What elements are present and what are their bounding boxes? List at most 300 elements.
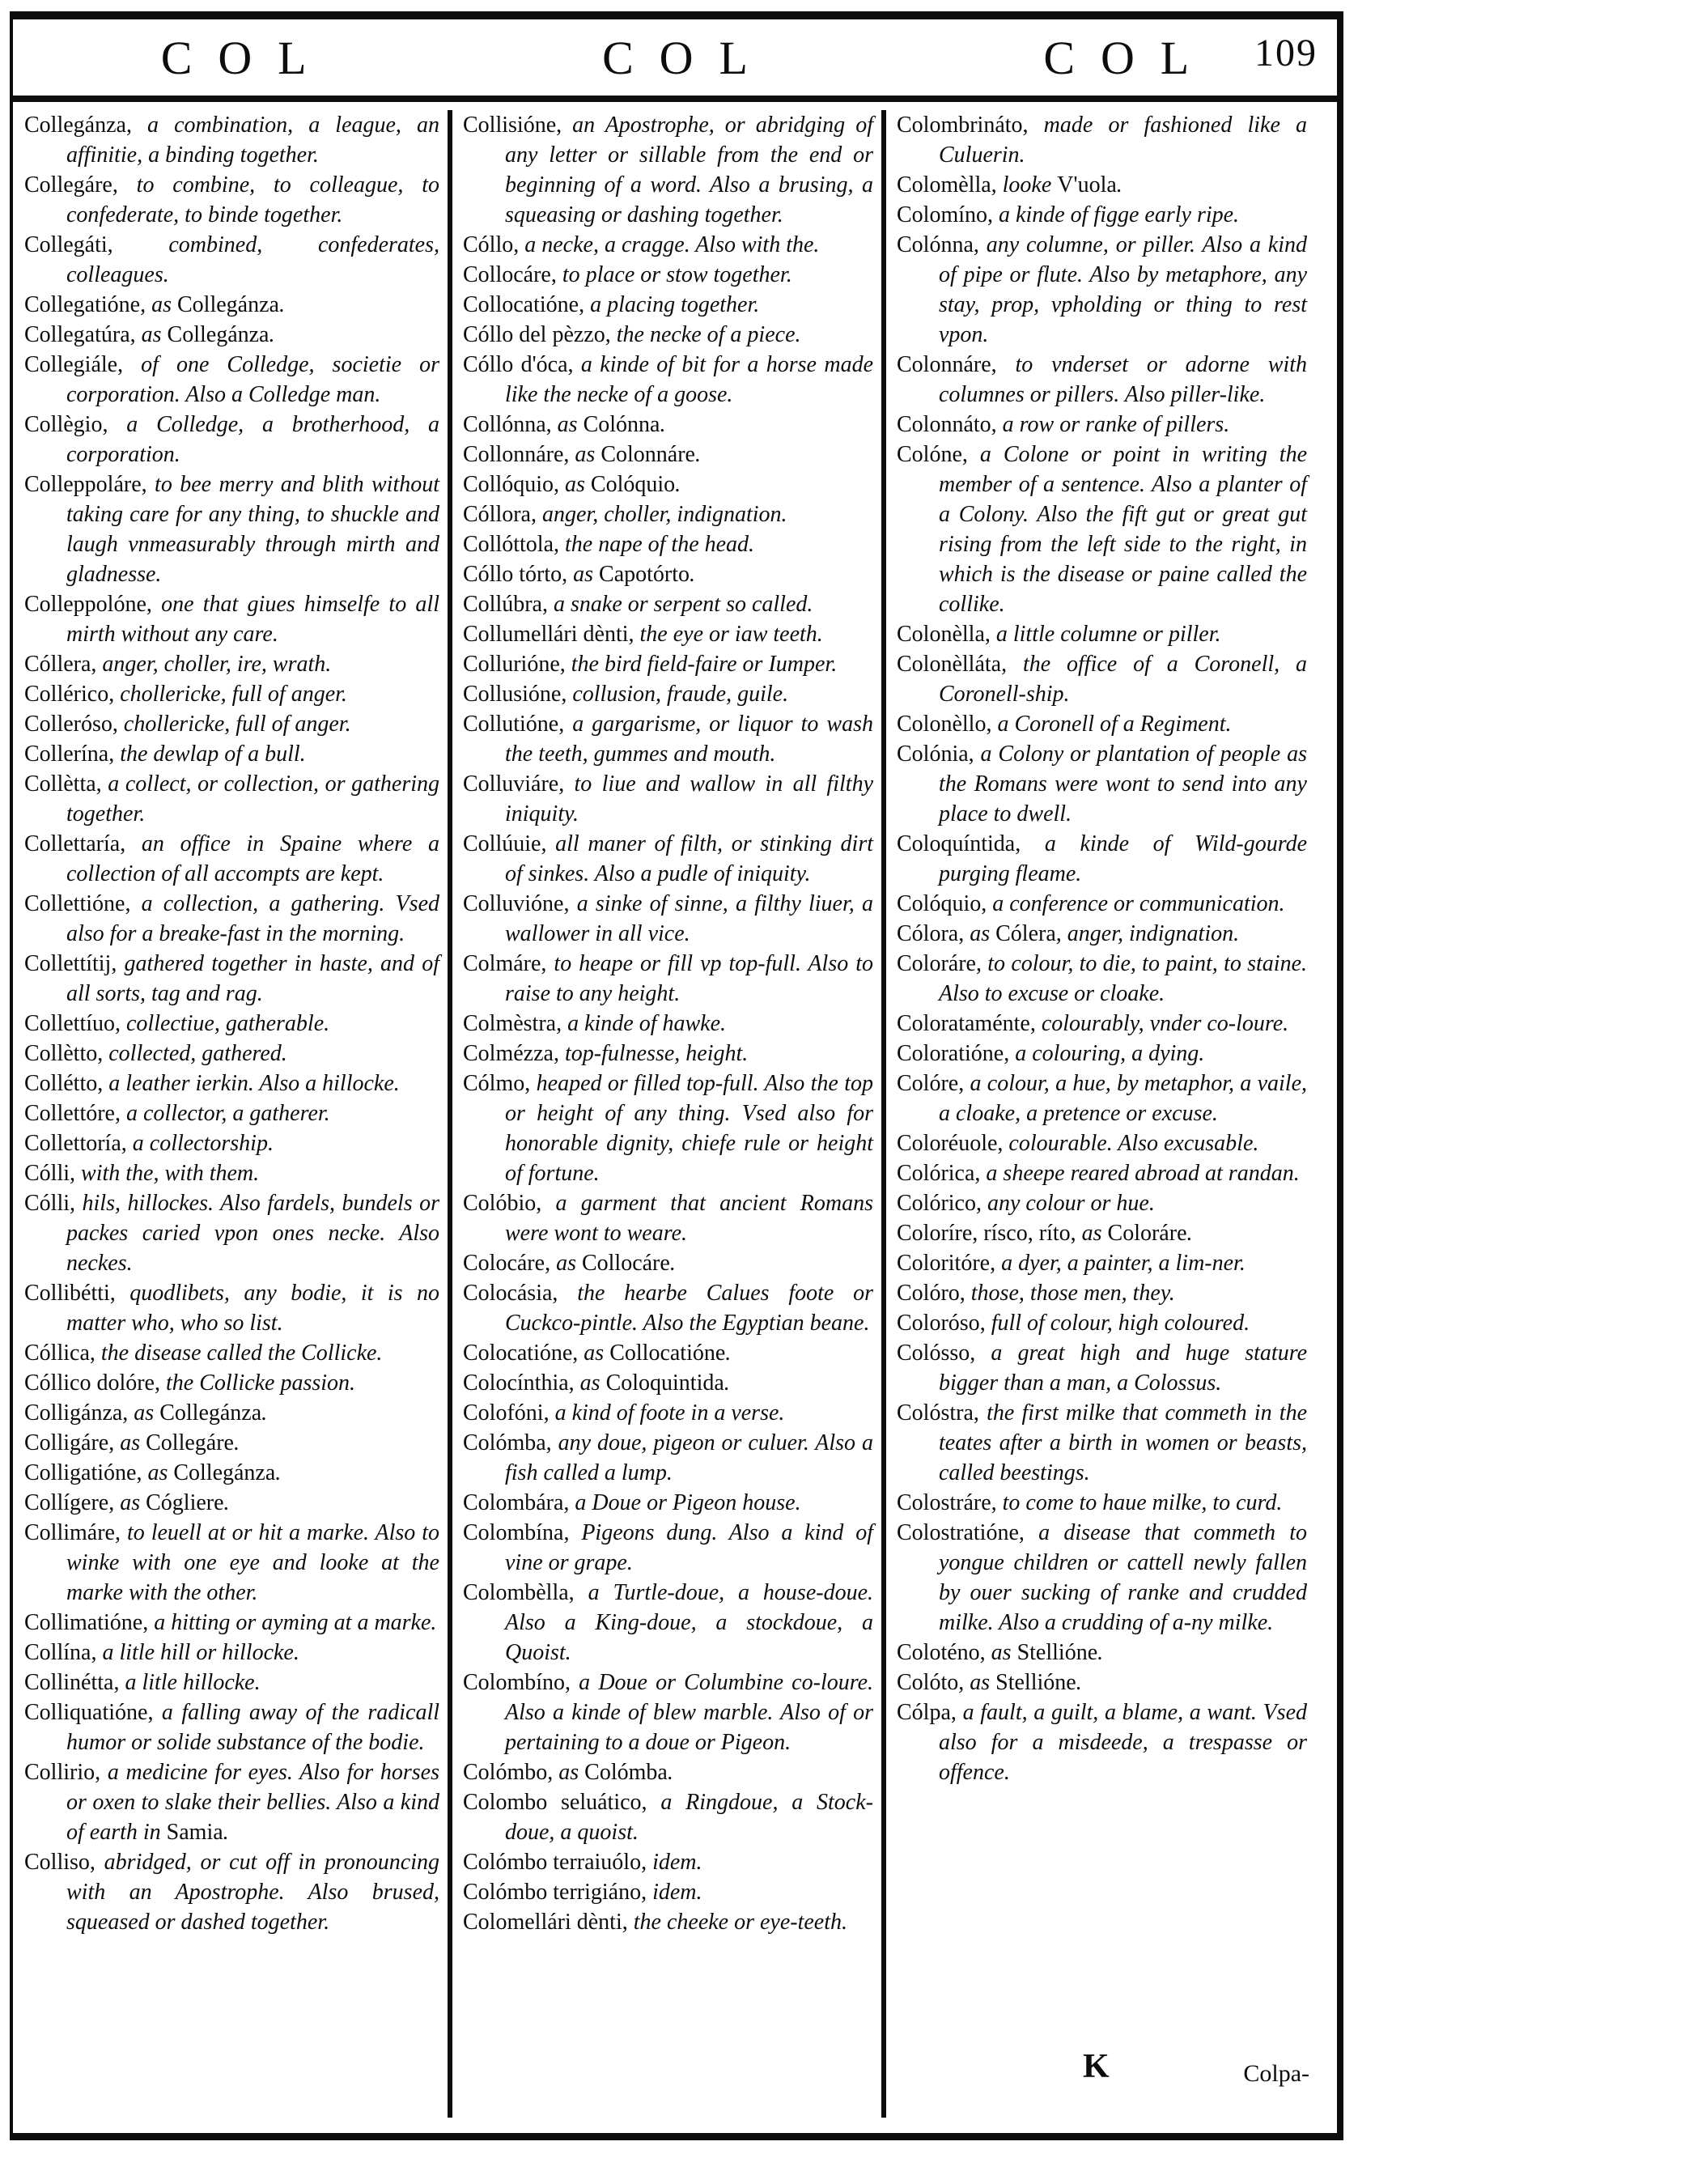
dictionary-entry: Collúbra, a snake or serpent so called. — [463, 592, 813, 617]
entry-headword: Cóllo d'óca — [463, 352, 568, 377]
entry-definition: a kinde of Wild-gourde purging fleame. — [939, 831, 1307, 886]
entry-definition: the dewlap of a bull. — [120, 741, 306, 767]
entry-definition: heaped or filled top-full. Also the top or height of any thing. Vsed also for honorable dignity, chiefe rule or height of fortune. — [505, 1071, 874, 1186]
dictionary-entry: Cóllo del pèzzo, the necke of a piece. — [463, 322, 801, 347]
entry-definition: a Doue or Columbine co-loure. Also a kinde of blew marble. Also of or pertaining to a doue or Pigeon. — [505, 1670, 874, 1755]
entry-definition: the eye or iaw teeth. — [639, 622, 823, 647]
entry-headword: Colligatióne — [24, 1460, 137, 1485]
dictionary-entry: Colomellári dènti, the cheeke or eye-teeth. — [463, 1910, 848, 1935]
entry-definition: the bird field-faire or Iumper. — [571, 652, 838, 677]
dictionary-entry: Collegiále, of one Colledge, societie or corporation. Also a Colledge man. — [24, 352, 439, 407]
running-title-1: COL — [160, 31, 333, 84]
signature-mark: K — [1083, 2048, 1110, 2085]
entry-headword: Colómbo — [463, 1760, 548, 1785]
dictionary-entry: Colliquatióne, a falling away of the radicall humor or solide substance of the bodie. — [24, 1700, 439, 1755]
entry-headword: Cólora — [897, 921, 959, 946]
dictionary-entry: Colóne, a Colone or point in writing the member of a sentence. Also a planter of a Colony. Also the fift gut or great gut rising from the left side to the right, in which is the disease or paine called the collike. — [897, 442, 1308, 617]
entry-definition: made or fashioned like a Culuerin. — [939, 113, 1308, 168]
dictionary-entry: Collètto, collected, gathered. — [24, 1041, 287, 1066]
entry-definition: anger, choller, ire, wrath. — [102, 652, 332, 677]
entry-headword: Cólli — [24, 1191, 70, 1216]
entry-definition: as Colómba. — [558, 1760, 673, 1785]
dictionary-entry: Colóto, as Stellióne. — [897, 1670, 1082, 1695]
dictionary-entry: Collonnáre, as Colonnáre. — [463, 442, 701, 467]
entry-headword: Cóllo tórto — [463, 562, 562, 587]
dictionary-entry: Colofóni, a kind of foote in a verse. — [463, 1400, 785, 1426]
entry-definition: combined, confederates, colleagues. — [66, 232, 440, 287]
catchword: Colpa- — [1243, 2060, 1309, 2087]
dictionary-entry: Collettaría, an office in Spaine where a collection of all accompts are kept. — [24, 831, 440, 886]
dictionary-entry: Colóquio, a conference or communication. — [897, 891, 1285, 916]
entry-definition: a disease that commeth to yongue children or cattell newly fallen by ouer sucking of ranke and crudded milke. Also a crudding of a-ny milke. — [939, 1520, 1308, 1635]
dictionary-entry: Collumellári dènti, the eye or iaw teeth. — [463, 622, 823, 647]
entry-definition: anger, choller, indignation. — [542, 502, 787, 527]
dictionary-entry: Collerína, the dewlap of a bull. — [24, 741, 306, 767]
entry-definition: to leuell at or hit a marke. Also to winke with one eye and looke at the marke with the other. — [66, 1520, 440, 1605]
dictionary-entry: Cóllica, the disease called the Collicke. — [24, 1341, 383, 1366]
entry-definition: a Colony or plantation of people as the Romans were wont to send into any place to dwell. — [939, 741, 1307, 826]
entry-headword: Colósso — [897, 1341, 970, 1366]
entry-headword: Cóllera — [24, 652, 91, 677]
entry-headword: Colórica — [897, 1161, 975, 1186]
entry-definition: a colour, a hue, by metaphor, a vaile, a cloake, a pretence or excuse. — [939, 1071, 1308, 1126]
entry-definition: idem. — [652, 1880, 702, 1905]
entry-headword: Coloratióne — [897, 1041, 1004, 1066]
dictionary-entry: Collocáre, to place or stow together. — [463, 262, 792, 287]
entry-definition: as Capotórto. — [573, 562, 696, 587]
entry-definition: a sinke of sinne, a filthy liuer, a wallower in all vice. — [505, 891, 873, 946]
dictionary-entry: Colomíno, a kinde of figge early ripe. — [897, 202, 1240, 227]
entry-definition: an Apostrophe, or abridging of any letter or sillable from the end or beginning of a word. Also a brusing, a squeasing or dashing together. — [505, 113, 873, 227]
entry-definition: to colour, to die, to paint, to staine. Also to excuse or cloake. — [939, 951, 1308, 1006]
entry-definition: the nape of the head. — [565, 532, 755, 557]
entry-headword: Coloritóre — [897, 1251, 991, 1276]
entry-definition: a kinde of bit for a horse made like the necke of a goose. — [505, 352, 873, 407]
entry-headword: Collocatióne — [463, 292, 579, 317]
dictionary-entry: Colmézza, top-fulnesse, height. — [463, 1041, 749, 1066]
entry-headword: Colóstra — [897, 1400, 974, 1426]
entry-definition: a snake or serpent so called. — [554, 592, 813, 617]
entry-definition: top-fulnesse, height. — [564, 1041, 749, 1066]
entry-definition: the cheeke or eye-teeth. — [633, 1910, 848, 1935]
entry-definition: a kinde of hawke. — [567, 1011, 727, 1036]
entry-headword: Collétto — [24, 1071, 98, 1096]
entry-headword: Collettítij — [24, 951, 112, 976]
entry-headword: Collètto — [24, 1041, 98, 1066]
entry-definition: the first milke that commeth in the teates after a birth in women or beasts, called beestings. — [939, 1400, 1308, 1485]
dictionary-entry: Collérico, chollericke, full of anger. — [24, 682, 347, 707]
entry-headword: Colluvióne — [463, 891, 564, 916]
dictionary-entry: Colonèlla, a little columne or piller. — [897, 622, 1221, 647]
dictionary-entry: Collína, a litle hill or hillocke. — [24, 1640, 299, 1665]
entry-headword: Coloréuole — [897, 1131, 998, 1156]
entry-headword: Colombína — [463, 1520, 564, 1545]
dictionary-entry: Coloratióne, a colouring, a dying. — [897, 1041, 1205, 1066]
entry-definition: as Stellióne. — [970, 1670, 1082, 1695]
column-2 — [448, 110, 881, 2118]
entry-definition: one that giues himselfe to all mirth without any care. — [66, 592, 439, 647]
entry-definition: to liue and wallow in all filthy iniquity. — [505, 771, 874, 826]
dictionary-entry: Colombo seluático, a Ringdoue, a Stock-doue, a quoist. — [463, 1790, 873, 1845]
entry-headword: Colleróso — [24, 712, 112, 737]
entry-headword: Collegiále — [24, 352, 118, 377]
entry-definition: a hitting or ayming at a marke. — [154, 1610, 437, 1635]
dictionary-entry: Collegánza, a combination, a league, an affinitie, a binding together. — [24, 113, 440, 168]
entry-definition: a conference or communication. — [992, 891, 1285, 916]
dictionary-entry: Colluvióne, a sinke of sinne, a filthy liuer, a wallower in all vice. — [463, 891, 873, 946]
dictionary-entry: Cólora, as Cólera, anger, indignation. — [897, 921, 1240, 946]
entry-headword: Collúbra — [463, 592, 542, 617]
entry-headword: Collerína — [24, 741, 109, 767]
entry-definition: a collection, a gathering. Vsed also for a breake-fast in the morning. — [66, 891, 439, 946]
entry-definition: as Collocáre. — [556, 1251, 676, 1276]
entry-headword: Colostráre — [897, 1490, 991, 1515]
entry-headword: Colonèlláta — [897, 652, 1002, 677]
entry-definition: a great high and huge stature bigger than a man, a Colossus. — [939, 1341, 1307, 1396]
entry-headword: Colonnáre — [897, 352, 991, 377]
dictionary-entry: Coloróso, full of colour, high coloured. — [897, 1311, 1250, 1336]
dictionary-entry: Colostráre, to come to haue milke, to curd. — [897, 1490, 1283, 1515]
entry-definition: looke V'uola. — [1002, 172, 1122, 198]
entry-definition: quodlibets, any bodie, it is no matter who, who so list. — [66, 1281, 440, 1336]
dictionary-entry: Colósso, a great high and huge stature bigger than a man, a Colossus. — [897, 1341, 1307, 1396]
dictionary-entry: Collóquio, as Colóquio. — [463, 472, 681, 497]
entry-headword: Collinétta — [24, 1670, 114, 1695]
entry-definition: to come to haue milke, to curd. — [1002, 1490, 1283, 1515]
dictionary-entry: Collettióne, a collection, a gathering. Vsed also for a breake-fast in the morning. — [24, 891, 439, 946]
entry-headword: Cóllo del pèzzo — [463, 322, 605, 347]
dictionary-entry: Colombína, Pigeons dung. Also a kind of vine or grape. — [463, 1520, 874, 1575]
entry-definition: the hearbe Calues foote or Cuckco-pintle. Also the Egyptian beane. — [505, 1281, 874, 1336]
dictionary-entry: Colligatióne, as Collegánza. — [24, 1460, 282, 1485]
entry-headword: Colómba — [463, 1430, 546, 1455]
entry-headword: Colónia — [897, 741, 969, 767]
entry-definition: as Cógliere. — [120, 1490, 230, 1515]
entry-headword: Collurióne — [463, 652, 560, 677]
dictionary-entry: Colónia, a Colony or plantation of people as the Romans were wont to send into any place to dwell. — [897, 741, 1307, 826]
entry-headword: Collína — [24, 1640, 91, 1665]
entry-definition: a litle hill or hillocke. — [102, 1640, 299, 1665]
dictionary-entry: Collègio, a Colledge, a brotherhood, a corporation. — [24, 412, 440, 467]
entry-definition: a Ringdoue, a Stock-doue, a quoist. — [505, 1790, 873, 1845]
dictionary-entry: Collusióne, collusion, fraude, guile. — [463, 682, 789, 707]
dictionary-entry: Collegáre, to combine, to colleague, to confederate, to binde together. — [24, 172, 439, 227]
dictionary-entry: Colómbo terrigiáno, idem. — [463, 1880, 702, 1905]
entry-headword: Collutióne — [463, 712, 559, 737]
dictionary-entry: Colórico, any colour or hue. — [897, 1191, 1155, 1216]
entry-definition: all maner of filth, or stinking dirt of sinkes. Also a pudle of iniquity. — [505, 831, 874, 886]
entry-definition: collusion, fraude, guile. — [572, 682, 789, 707]
dictionary-entry: Colóbio, a garment that ancient Romans were wont to weare. — [463, 1191, 873, 1246]
entry-definition: to vnderset or adorne with columnes or pillers. Also piller-like. — [939, 352, 1308, 407]
entry-definition: chollericke, full of anger. — [120, 682, 347, 707]
dictionary-entry: Colórica, a sheepe reared abroad at randan. — [897, 1161, 1300, 1186]
entry-headword: Colóquio — [897, 891, 982, 916]
entry-headword: Colleppoláre — [24, 472, 142, 497]
entry-definition: a necke, a cragge. Also with the. — [524, 232, 820, 257]
column-3 — [881, 110, 1315, 2118]
entry-definition: a dyer, a painter, a lim-ner. — [1001, 1251, 1246, 1276]
dictionary-entry: Collettóre, a collector, a gatherer. — [24, 1101, 330, 1126]
dictionary-entry: Collimáre, to leuell at or hit a marke. Also to winke with one eye and looke at the marke with the other. — [24, 1520, 440, 1605]
entry-headword: Colomellári dènti — [463, 1910, 622, 1935]
entry-headword: Colofóni — [463, 1400, 544, 1426]
entry-definition: a collectorship. — [132, 1131, 274, 1156]
dictionary-entry: Cólpa, a fault, a guilt, a blame, a want. Vsed also for a misdeede, a trespasse or offence. — [897, 1700, 1307, 1785]
entry-definition: as Collegánza. — [151, 292, 285, 317]
dictionary-entry: Collígere, as Cógliere. — [24, 1490, 230, 1515]
dictionary-entry: Cóllo d'óca, a kinde of bit for a horse made like the necke of a goose. — [463, 352, 873, 407]
entry-definition: a Colone or point in writing the member of a sentence. Also a planter of a Colony. Also the fift gut or great gut rising from the left side to the right, in which is the disease or paine called the collike. — [939, 442, 1308, 617]
entry-headword: Colleppolóne — [24, 592, 146, 617]
entry-headword: Cólpa — [897, 1700, 951, 1725]
entry-definition: a placing together. — [590, 292, 760, 317]
page-number: 109 — [1254, 32, 1318, 74]
entry-definition: a kinde of figge early ripe. — [999, 202, 1240, 227]
dictionary-entry: Collétto, a leather ierkin. Also a hillocke. — [24, 1071, 400, 1096]
entry-headword: Colombo seluático — [463, 1790, 642, 1815]
entry-definition: those, those men, they. — [970, 1281, 1175, 1306]
dictionary-entry: Cóllo tórto, as Capotórto. — [463, 562, 696, 587]
entry-definition: abridged, or cut off in pronouncing with an Apostrophe. Also brused, squeased or dashed together. — [66, 1850, 440, 1935]
entry-definition: the office of a Coronell, a Coronell-ship. — [939, 652, 1308, 707]
entry-headword: Colórico — [897, 1191, 976, 1216]
entry-definition: a Coronell of a Regiment. — [997, 712, 1232, 737]
dictionary-entry: Coloréuole, colourable. Also excusable. — [897, 1131, 1259, 1156]
entry-definition: a colouring, a dying. — [1015, 1041, 1205, 1066]
entry-headword: Cóllico dolóre — [24, 1370, 155, 1396]
entry-headword: Collúuie — [463, 831, 541, 856]
dictionary-entry: Collegáti, combined, confederates, colleagues. — [24, 232, 440, 287]
entry-headword: Colocáre — [463, 1251, 545, 1276]
dictionary-entry: Cóllico dolóre, the Collicke passion. — [24, 1370, 356, 1396]
entry-definition: a kind of foote in a verse. — [554, 1400, 785, 1426]
entry-definition: a row or ranke of pillers. — [1002, 412, 1230, 437]
entry-definition: a falling away of the radicall humor or solide substance of the bodie. — [66, 1700, 439, 1755]
dictionary-entry: Coloráre, to colour, to die, to paint, to staine. Also to excuse or cloake. — [897, 951, 1308, 1006]
entry-definition: a gargarisme, or liquor to wash the teeth, gummes and mouth. — [505, 712, 874, 767]
entry-headword: Colóbio — [463, 1191, 537, 1216]
entry-definition: as Stellióne. — [991, 1640, 1104, 1665]
entry-definition: a Turtle-doue, a house-doue. Also a King-doue, a stockdoue, a Quoist. — [505, 1580, 873, 1665]
entry-definition: of one Colledge, societie or corporation. Also a Colledge man. — [66, 352, 439, 407]
dictionary-entry: Collirio, a medicine for eyes. Also for horses or oxen to slake their bellies. Also a kind of earth in Samia. — [24, 1760, 440, 1845]
dictionary-entry: Colombrináto, made or fashioned like a Culuerin. — [897, 113, 1308, 168]
entry-headword: Collègio — [24, 412, 103, 437]
entry-definition: as Coloráre. — [1081, 1221, 1193, 1246]
entry-definition: colourably, vnder co-loure. — [1041, 1011, 1289, 1036]
entry-definition: to bee merry and blith without taking care for any thing, to shuckle and laugh vnmeasurably through mirth and gladnesse. — [66, 472, 439, 587]
entry-headword: Collóttola — [463, 532, 554, 557]
dictionary-entry: Collutióne, a gargarisme, or liquor to wash the teeth, gummes and mouth. — [463, 712, 874, 767]
dictionary-entry: Colorataménte, colourably, vnder co-loure. — [897, 1011, 1289, 1036]
dictionary-entry: Colocásia, the hearbe Calues foote or Cuckco-pintle. Also the Egyptian beane. — [463, 1281, 874, 1336]
entry-definition: colourable. Also excusable. — [1008, 1131, 1259, 1156]
entry-headword: Cólli — [24, 1161, 70, 1186]
dictionary-entry: Collettítij, gathered together in haste, and of all sorts, tag and rag. — [24, 951, 440, 1006]
dictionary-entry: Collúuie, all maner of filth, or stinking dirt of sinkes. Also a pudle of iniquity. — [463, 831, 874, 886]
entry-definition: as Cólera, anger, indignation. — [970, 921, 1240, 946]
entry-headword: Cóllora — [463, 502, 531, 527]
entry-headword: Colligánza — [24, 1400, 123, 1426]
dictionary-entry: Cóllora, anger, choller, indignation. — [463, 502, 787, 527]
entry-definition: a Doue or Pigeon house. — [575, 1490, 801, 1515]
dictionary-entry: Collurióne, the bird field-faire or Iumper. — [463, 652, 838, 677]
dictionary-entry: Colómba, any doue, pigeon or culuer. Also a fish called a lump. — [463, 1430, 873, 1485]
entry-definition: Pigeons dung. Also a kind of vine or grape. — [505, 1520, 874, 1575]
entry-headword: Coloróso — [897, 1311, 980, 1336]
dictionary-entry: Colocáre, as Collocáre. — [463, 1251, 676, 1276]
entry-headword: Colocatióne — [463, 1341, 573, 1366]
entry-headword: Collettaría — [24, 831, 121, 856]
dictionary-entry: Colocínthia, as Coloquintida. — [463, 1370, 730, 1396]
dictionary-entry: Colonèlláta, the office of a Coronell, a Coronell-ship. — [897, 652, 1308, 707]
entry-definition: chollericke, full of anger. — [123, 712, 351, 737]
entry-definition: a Colledge, a brotherhood, a corporation. — [66, 412, 440, 467]
dictionary-entry: Colonèllo, a Coronell of a Regiment. — [897, 712, 1232, 737]
entry-headword: Collibétti — [24, 1281, 110, 1306]
entry-definition: a medicine for eyes. Also for horses or oxen to slake their bellies. Also a kind of earth in Samia. — [66, 1760, 440, 1845]
entry-definition: as Collocatióne. — [584, 1341, 732, 1366]
dictionary-entry: Collètta, a collect, or collection, or gathering together. — [24, 771, 439, 826]
entry-headword: Collóquio — [463, 472, 554, 497]
entry-headword: Collocáre — [463, 262, 551, 287]
entry-definition: as Colóquio. — [565, 472, 681, 497]
dictionary-entry: Colóre, a colour, a hue, by metaphor, a vaile, a cloake, a pretence or excuse. — [897, 1071, 1308, 1126]
entry-headword: Collirio — [24, 1760, 95, 1785]
dictionary-entry: Colleppolóne, one that giues himselfe to all mirth without any care. — [24, 592, 439, 647]
dictionary-entry: Colligáre, as Collegáre. — [24, 1430, 240, 1455]
entry-headword: Colluviáre — [463, 771, 559, 797]
entry-headword: Colocásia — [463, 1281, 553, 1306]
dictionary-entry: Colmèstra, a kinde of hawke. — [463, 1011, 727, 1036]
entry-definition: as Colónna. — [557, 412, 666, 437]
entry-definition: a collect, or collection, or gathering together. — [66, 771, 439, 826]
entry-headword: Colonnáto — [897, 412, 991, 437]
entry-headword: Colonèlla — [897, 622, 985, 647]
entry-headword: Collètta — [24, 771, 96, 797]
dictionary-entry: Colónna, any columne, or piller. Also a kind of pipe or flute. Also by metaphore, any stay, prop, vpholding or thing to rest vpon. — [897, 232, 1308, 347]
entry-headword: Collusióne — [463, 682, 562, 707]
dictionary-entry: Colostratióne, a disease that commeth to yongue children or cattell newly fallen by ouer sucking of ranke and crudded milke. Also a crudding of a-ny milke. — [897, 1520, 1308, 1635]
entry-headword: Colombèlla — [463, 1580, 569, 1605]
entry-definition: to combine, to colleague, to confederate, to binde together. — [66, 172, 439, 227]
running-title-3: COL — [1043, 31, 1216, 84]
entry-headword: Collegáre — [24, 172, 112, 198]
dictionary-entry: Collóttola, the nape of the head. — [463, 532, 755, 557]
entry-headword: Collettióne — [24, 891, 125, 916]
entry-headword: Coloráre — [897, 951, 976, 976]
entry-definition: the disease called the Collicke. — [100, 1341, 383, 1366]
entry-headword: Colonèllo — [897, 712, 987, 737]
dictionary-entry: Cóllo, a necke, a cragge. Also with the. — [463, 232, 820, 257]
entry-definition: the Collicke passion. — [165, 1370, 356, 1396]
entry-definition: to heape or fill vp top-full. Also to raise to any height. — [505, 951, 873, 1006]
entry-definition: any columne, or piller. Also a kind of pipe or flute. Also by metaphore, any stay, prop, vpholding or thing to rest vpon. — [939, 232, 1308, 347]
entry-definition: an office in Spaine where a collection of all accompts are kept. — [66, 831, 440, 886]
dictionary-entry: Coloténo, as Stellióne. — [897, 1640, 1104, 1665]
entry-headword: Coloríre, rísco, ríto — [897, 1221, 1071, 1246]
entry-headword: Colóre — [897, 1071, 959, 1096]
entry-headword: Colomíno — [897, 202, 988, 227]
entry-definition: as Colonnáre. — [575, 442, 701, 467]
entry-definition: any colour or hue. — [987, 1191, 1155, 1216]
entry-definition: a leather ierkin. Also a hillocke. — [108, 1071, 400, 1096]
entry-headword: Cóllica — [24, 1341, 90, 1366]
entry-definition: a fault, a guilt, a blame, a want. Vsed also for a misdeede, a trespasse or offence. — [939, 1700, 1307, 1785]
entry-definition: a litle hillocke. — [125, 1670, 261, 1695]
entry-headword: Colorataménte — [897, 1011, 1030, 1036]
entry-headword: Colóro — [897, 1281, 960, 1306]
dictionary-entry: Cóllera, anger, choller, ire, wrath. — [24, 652, 332, 677]
dictionary-entry: Collinétta, a litle hillocke. — [24, 1670, 261, 1695]
dictionary-entry: Colocatióne, as Collocatióne. — [463, 1341, 732, 1366]
dictionary-entry: Colmáre, to heape or fill vp top-full. Also to raise to any height. — [463, 951, 873, 1006]
entry-definition: as Collegánza. — [134, 1400, 268, 1426]
dictionary-entry: Coloritóre, a dyer, a painter, a lim-ner. — [897, 1251, 1246, 1276]
entry-headword: Colliso — [24, 1850, 90, 1875]
entry-definition: gathered together in haste, and of all sorts, tag and rag. — [66, 951, 440, 1006]
entry-definition: any doue, pigeon or culuer. Also a fish called a lump. — [505, 1430, 873, 1485]
entry-definition: as Collegánza. — [147, 1460, 282, 1485]
entry-headword: Collígere — [24, 1490, 109, 1515]
dictionary-entry: Cólli, hils, hillockes. Also fardels, bundels or packes caried vpon ones necke. Also neckes. — [24, 1191, 439, 1276]
entry-headword: Collónna — [463, 412, 546, 437]
entry-headword: Collettoría — [24, 1131, 121, 1156]
dictionary-entry: Colligánza, as Collegánza. — [24, 1400, 268, 1426]
dictionary-entry: Collimatióne, a hitting or ayming at a marke. — [24, 1610, 437, 1635]
dictionary-entry: Colóro, those, those men, they. — [897, 1281, 1175, 1306]
dictionary-entry: Colombára, a Doue or Pigeon house. — [463, 1490, 801, 1515]
dictionary-entry: Colonnáre, to vnderset or adorne with columnes or pillers. Also piller-like. — [897, 352, 1308, 407]
entry-definition: a garment that ancient Romans were wont to weare. — [505, 1191, 873, 1246]
entry-headword: Colomèlla — [897, 172, 991, 198]
running-title-2: COL — [602, 31, 774, 84]
dictionary-entry: Colóstra, the first milke that commeth in the teates after a birth in women or beasts, called beestings. — [897, 1400, 1308, 1485]
entry-definition: the necke of a piece. — [616, 322, 801, 347]
dictionary-entry: Collocatióne, a placing together. — [463, 292, 760, 317]
entry-definition: full of colour, high coloured. — [991, 1311, 1250, 1336]
entry-headword: Coloquíntida — [897, 831, 1016, 856]
entry-definition: a sheepe reared abroad at randan. — [986, 1161, 1300, 1186]
dictionary-entry: Colómbo, as Colómba. — [463, 1760, 673, 1785]
entry-definition: a combination, a league, an affinitie, a binding together. — [66, 113, 440, 168]
entry-headword: Colmèstra — [463, 1011, 557, 1036]
entry-headword: Collegánza — [24, 113, 126, 138]
entry-definition: as Collegáre. — [120, 1430, 240, 1455]
entry-definition: hils, hillockes. Also fardels, bundels or packes caried vpon ones necke. Also neckes. — [66, 1191, 439, 1276]
dictionary-entry: Cólli, with the, with them. — [24, 1161, 260, 1186]
entry-headword: Colómbo terrigiáno — [463, 1880, 642, 1905]
entry-headword: Colmézza — [463, 1041, 554, 1066]
dictionary-entry: Collettíuo, collectiue, gatherable. — [24, 1011, 330, 1036]
text-columns — [13, 102, 1337, 2118]
entry-headword: Collegatúra — [24, 322, 130, 347]
dictionary-entry: Collegatióne, as Collegánza. — [24, 292, 285, 317]
entry-headword: Colostratióne — [897, 1520, 1019, 1545]
dictionary-entry: Colonnáto, a row or ranke of pillers. — [897, 412, 1230, 437]
entry-headword: Collegáti — [24, 232, 108, 257]
dictionary-entry: Colombèlla, a Turtle-doue, a house-doue. Also a King-doue, a stockdoue, a Quoist. — [463, 1580, 873, 1665]
entry-headword: Colóto — [897, 1670, 959, 1695]
entry-headword: Cólmo — [463, 1071, 525, 1096]
dictionary-entry: Colómbo terraiuólo, idem. — [463, 1850, 702, 1875]
dictionary-entry: Colliso, abridged, or cut off in pronouncing with an Apostrophe. Also brused, squeased or dashed together. — [24, 1850, 440, 1935]
entry-definition: as Collegánza. — [141, 322, 275, 347]
entry-headword: Colóne — [897, 442, 962, 467]
entry-headword: Coloténo — [897, 1640, 980, 1665]
entry-headword: Collegatióne — [24, 292, 141, 317]
